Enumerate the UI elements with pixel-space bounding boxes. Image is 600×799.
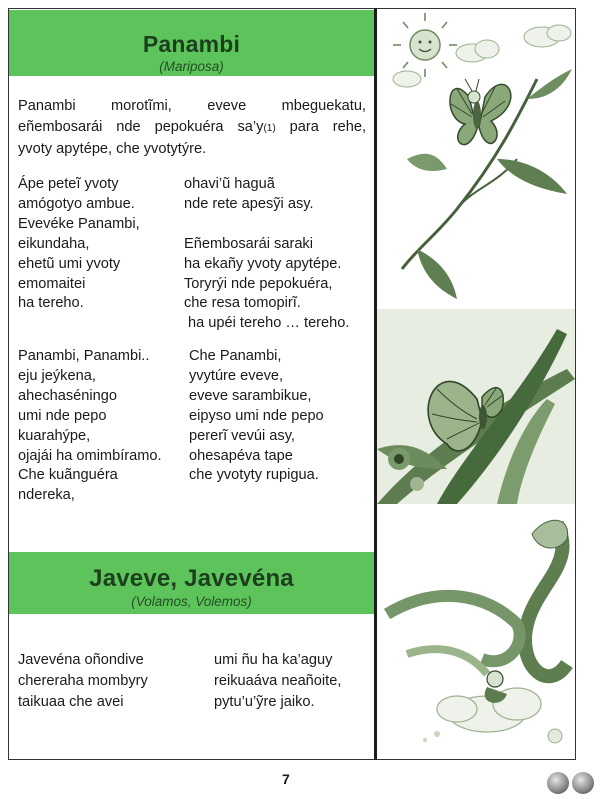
decorative-dot (572, 772, 594, 794)
panambi-title: Panambi (142, 31, 241, 57)
intro-line-2: eñembosarái nde pepokuéra sa’y(1) para rehe, (18, 118, 367, 135)
verse-line: Eñembosarái saraki (184, 235, 313, 252)
verse-line: taikuaa che avei (18, 694, 124, 710)
verse-line: che yvotyty rupigua. (189, 467, 319, 484)
intro-line-1: Panambi morotĩmi, eveve mbeguekatu, (18, 98, 366, 114)
verse-line: emomaitei (18, 275, 86, 292)
wind-swirl-illustration (377, 504, 575, 759)
stanza2-right-column (189, 347, 324, 486)
verse-line: Che kuãnguéra (18, 467, 118, 484)
verse-line: ha ekañy yvoty apytépe. (184, 255, 342, 272)
verse-line: ojajái ha omimbíramo. (18, 447, 162, 464)
verse-line: chereraha mombyry (18, 673, 148, 689)
verse-line: Panambi, Panambi.. (18, 348, 150, 364)
javeve-left-column (18, 650, 148, 713)
verse-line: eveve sarambikue, (189, 387, 312, 404)
illustration-column (377, 9, 575, 759)
stanza2-left-column (18, 347, 162, 506)
panambi-subtitle: (Mariposa) (159, 59, 224, 74)
verse-line: umi ñu ha ka’aguy (214, 652, 333, 668)
javeve-right-column (214, 650, 341, 713)
verse-line: pytu’u’ỹre jaiko. (214, 694, 315, 710)
verse-line: ohavi’ũ haguã (184, 176, 275, 192)
javeve-title: Javeve, Javevéna (89, 565, 294, 592)
verse-line: reikuaáva neañoite, (214, 673, 342, 689)
verse-line (184, 215, 349, 235)
panambi-intro-paragraph (18, 96, 366, 160)
verse-line: pererĩ vevúi asy, (189, 427, 295, 444)
verse-line: amógotyo ambue. (18, 195, 135, 212)
page-number: 7 (282, 771, 290, 787)
verse-line: eju jeýkena, (18, 367, 96, 384)
butterfly-on-flower-illustration (377, 9, 575, 309)
stanza1-right-column (184, 175, 349, 334)
verse-line: umi nde pepo (18, 407, 107, 424)
verse-line: ahechaséningo (18, 387, 117, 404)
decorative-dot (547, 772, 569, 794)
verse-line: Ápe peteĩ yvoty (18, 176, 119, 192)
verse-line: Che Panambi, (189, 348, 282, 364)
verse-line: Evevéke Panambi, (18, 215, 140, 232)
stanza1-left-column (18, 175, 140, 314)
javeve-title-band (9, 552, 374, 614)
verse-line: Toryrýi nde pepokuéra, (184, 275, 333, 292)
verse-line: yvytúre eveve, (189, 367, 284, 384)
verse-line: ha upéi tereho … tereho. (188, 315, 350, 332)
verse-line: nde rete apesỹi asy. (184, 195, 314, 212)
butterfly-on-grass-illustration (377, 309, 575, 504)
footnote-mark: (1) (263, 122, 276, 134)
verse-line: kuarahýpe, (18, 427, 91, 444)
verse-line: eipyso umi nde pepo (189, 407, 324, 424)
verse-line: ohesapéva tape (189, 447, 293, 464)
verse-line: che resa tomopirĩ. (184, 295, 301, 312)
verse-line: ehetũ umi yvoty (18, 255, 121, 272)
verse-line: ndereka, (18, 487, 75, 504)
javeve-subtitle: (Volamos, Volemos) (131, 594, 252, 609)
panambi-title-band (9, 10, 374, 76)
verse-line: eikundaha, (18, 235, 90, 252)
verse-line: ha tereho. (18, 295, 84, 312)
verse-line: Javevéna oñondive (18, 652, 144, 668)
intro-line-3: yvoty apytépe, che yvotytýre. (18, 141, 207, 157)
